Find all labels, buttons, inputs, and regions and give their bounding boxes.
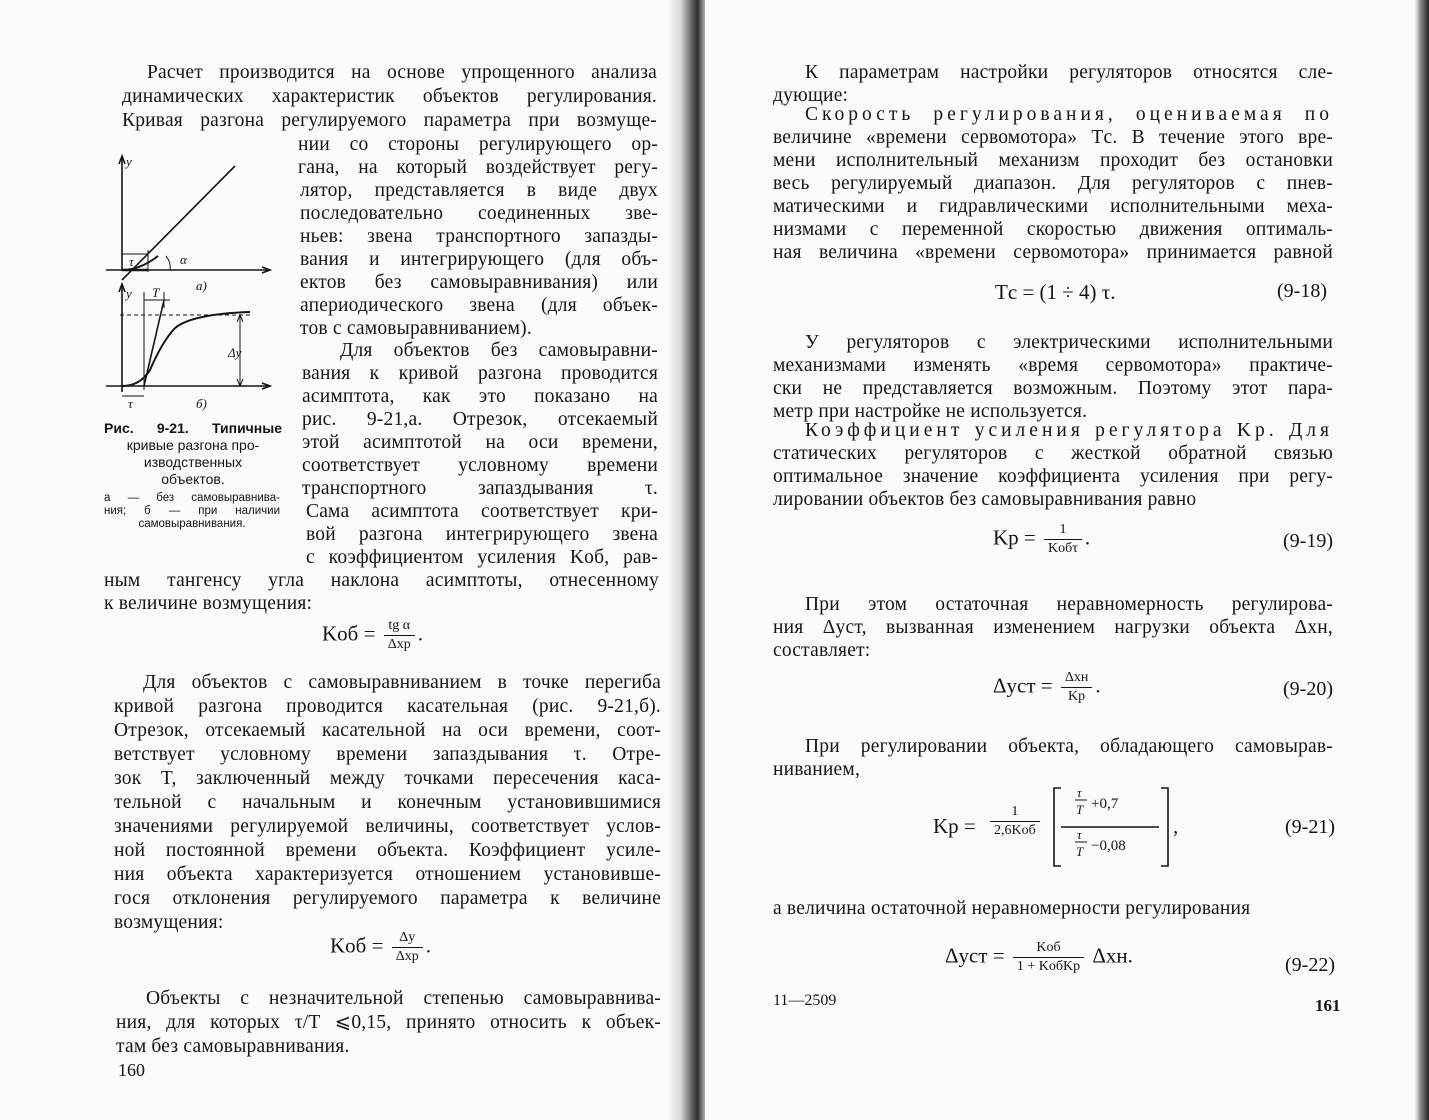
left-line-31: значениями регулируемой величины, соответствует услов- xyxy=(114,816,661,837)
label-dy: Δy xyxy=(228,345,242,360)
figure-caption-notes xyxy=(104,492,280,531)
equation-number-9-20: (9-20) xyxy=(1283,678,1333,700)
right-line-12: ски не представляется возможным. Поэтому этот пара- xyxy=(773,378,1333,399)
equation-number-9-18: (9-18) xyxy=(1277,280,1327,302)
left-line-16: рис. 9-21,а. Отрезок, отсекаемый xyxy=(302,409,658,430)
equation-9-19 xyxy=(993,522,1090,557)
left-line-28: ветствует условному времени запаздывания τ. Отре- xyxy=(114,744,661,765)
eq-denominator: Δxр xyxy=(395,949,419,964)
right-line-10: У регуляторов с электрическими исполнительными xyxy=(805,332,1333,353)
equation-kob-tangent: Kоб = $\frac{\text{tg α}}{\text{Δxр}}$ . xyxy=(322,618,423,652)
caption-note-1: а — без самовыравнива- xyxy=(104,492,280,504)
eq-tail: . xyxy=(1084,525,1091,550)
bracket-fraction xyxy=(1051,786,1171,868)
right-line-16: оптимальное значение коэффициента усиления при регу- xyxy=(773,466,1333,487)
figure-9-21 xyxy=(100,152,290,412)
left-line-26: кривой разгона проводится касательная (рис. 9-21,б). xyxy=(114,696,661,717)
left-line-9: вания и интегрирующего (для объ- xyxy=(300,249,658,270)
left-line-11: апериодического звена (для объек- xyxy=(300,295,658,316)
inner-bottom-term: −0,08 xyxy=(1091,838,1126,854)
left-line-30: тельной с начальным и конечным установившимися xyxy=(114,792,661,813)
signature-code: 11—2509 xyxy=(773,992,837,1009)
inner-T-top: T xyxy=(1076,802,1084,817)
left-line-29: зок T, заключенный между точками пересечения каса- xyxy=(114,768,661,789)
caption-line-1: кривые разгона про- xyxy=(126,437,260,453)
eq-numerator: Kоб xyxy=(1013,940,1084,958)
inner-tau-top: τ xyxy=(1077,786,1082,800)
inner-tau-bottom: τ xyxy=(1077,827,1082,842)
left-line-18: соответствует условному времени xyxy=(302,455,658,476)
label-y-b: y xyxy=(126,286,132,301)
inner-T-bottom: T xyxy=(1076,844,1084,859)
right-line-3: Скорость регулирования, оцениваемая по xyxy=(805,104,1333,125)
equation-kob-ratio: Kоб = $\frac{\Delta y}{\text{Δxр}}$ . xyxy=(330,930,431,964)
equation-number-9-22: (9-22) xyxy=(1285,954,1335,976)
left-line-20: Сама асимптота соответствует кри- xyxy=(306,501,658,522)
eq-lhs: Kоб = xyxy=(322,621,376,646)
eq-numerator: 1 xyxy=(990,804,1040,822)
eq-tail: , xyxy=(1173,814,1179,838)
left-line-4: нии со стороны регулирующего ор- xyxy=(298,134,658,155)
equation-9-20 xyxy=(993,670,1101,705)
left-line-12: тов с самовыравниванием). xyxy=(300,318,532,339)
left-line-17: этой асимптотой на оси времени, xyxy=(302,432,658,453)
eq-tail: . xyxy=(1095,673,1101,698)
equation-number-9-21: (9-21) xyxy=(1285,816,1335,838)
left-line-19: транспортного запаздывания τ. xyxy=(302,478,658,499)
equation-number-9-19: (9-19) xyxy=(1283,530,1333,552)
left-line-23: ным тангенсу угла наклона асимптоты, отнесенному xyxy=(104,570,659,591)
right-line-20: составляет: xyxy=(773,640,871,661)
right-line-11: механизмами изменять «время сервомотора» практиче- xyxy=(773,355,1333,376)
label-y-a: y xyxy=(126,154,132,169)
right-line-14: Коэффициент усиления регулятора Kр. Для xyxy=(805,420,1333,441)
page-edge xyxy=(1415,0,1429,1120)
right-line-15: статических регуляторов с жесткой обратной связью xyxy=(773,443,1333,464)
right-line-4: величине «времени сервомотора» Tс. В течение этого вре- xyxy=(773,127,1333,148)
left-line-1: Расчет производится на основе упрощенного анализа xyxy=(147,62,657,83)
caption-note-2: ния; б — при наличии xyxy=(104,505,280,517)
right-line-21: При регулировании объекта, обладающего самовырав- xyxy=(805,736,1333,757)
eq-numerator: Δy xyxy=(392,930,423,948)
left-line-36: Объекты с незначительной степенью самовыравнива- xyxy=(146,988,661,1009)
left-line-10: ектов без самовыравнивания) или xyxy=(300,272,658,293)
eq-numerator: 1 xyxy=(1044,522,1082,540)
left-line-13: Для объектов без самовыравни- xyxy=(340,340,658,361)
eq-denominator: 1 + KобKр xyxy=(1016,959,1081,974)
right-line-13: метр при настройке не используется. xyxy=(773,401,1088,422)
right-line-5: мени исполнительный механизм проходит без остановки xyxy=(773,150,1333,171)
figure-caption xyxy=(104,420,282,488)
book-gutter xyxy=(668,0,710,1120)
left-line-7: последовательно соединенных зве- xyxy=(300,203,658,224)
right-line-8: низмами с переменной скоростью движения оптималь- xyxy=(773,219,1333,240)
left-line-25: Для объектов с самовыравниванием в точке перегиба xyxy=(143,672,661,693)
right-line-1: К параметрам настройки регуляторов относятся сле- xyxy=(805,62,1333,83)
eq-numerator: Δxн xyxy=(1061,670,1093,688)
left-line-15: асимптота, как это показано на xyxy=(302,386,658,407)
right-page xyxy=(705,0,1429,1120)
eq-lhs: Δyст = xyxy=(945,943,1005,968)
left-line-6: лятор, представляется в виде двух xyxy=(300,180,658,201)
left-page xyxy=(0,0,690,1120)
equation-9-22 xyxy=(945,940,1133,975)
eq-numerator: tg α xyxy=(384,618,415,636)
left-line-3: Кривая разгона регулируемого параметра при возмуще- xyxy=(122,110,657,131)
caption-line-3: объектов. xyxy=(161,471,225,487)
left-line-34: гося отклонения регулируемого параметра к величине xyxy=(114,888,661,909)
label-b: б) xyxy=(196,396,207,411)
left-line-21: вой разгона интегрирующего звена xyxy=(306,524,658,545)
right-line-6: весь регулируемый диапазон. Для регуляторов с пнев- xyxy=(773,173,1333,194)
eq-tail: Δxн. xyxy=(1092,943,1133,968)
label-T: T xyxy=(152,285,160,300)
caption-note-3: самовыравнивания. xyxy=(138,518,246,530)
eq-denominator: Kр xyxy=(1068,689,1086,704)
right-line-17: лировании объектов без самовыравнивания равно xyxy=(773,489,1197,510)
left-line-8: ньев: звена транспортного запазды- xyxy=(300,226,658,247)
left-line-14: вания к кривой разгона проводится xyxy=(302,363,658,384)
left-line-35: возмущения: xyxy=(114,912,224,933)
eq-denominator: Δxр xyxy=(387,637,411,652)
right-line-19: ния Δyст, вызванная изменением нагрузки объекта Δxн, xyxy=(773,617,1333,638)
right-line-7: матическими и гидравлическими исполнительными меха- xyxy=(773,196,1333,217)
label-tau-a: τ xyxy=(129,254,134,269)
caption-line-2: изводственных xyxy=(143,454,243,470)
left-line-5: гана, на который воздействует регу- xyxy=(298,157,658,178)
tangent-line xyxy=(144,300,164,386)
left-line-32: ной постоянной времени объекта. Коэффициент усиле- xyxy=(114,840,661,861)
label-alpha: α xyxy=(180,252,187,267)
page-number-left: 160 xyxy=(118,1060,145,1080)
left-line-38: там без самовыравнивания. xyxy=(116,1036,350,1057)
right-line-22: ниванием, xyxy=(773,759,861,780)
equation-9-18: Tс = (1 ÷ 4) τ. xyxy=(995,280,1116,304)
right-line-23: а величина остаточной неравномерности регулирования xyxy=(773,898,1251,919)
left-line-27: Отрезок, отсекаемый касательной на оси времени, соот- xyxy=(114,720,661,741)
eq-lhs: Δyст = xyxy=(993,673,1053,698)
right-line-2: дующие: xyxy=(773,85,849,106)
eq-denominator: Kобτ xyxy=(1048,541,1078,556)
asymptote-line xyxy=(122,166,235,280)
caption-title: Рис. 9-21. Типичные xyxy=(104,420,282,436)
label-a: а) xyxy=(196,278,207,293)
label-tau-b: τ xyxy=(128,396,133,411)
eq-lhs: Kр = xyxy=(933,814,976,838)
left-line-22: с коэффициентом усиления Kоб, рав- xyxy=(306,547,658,568)
left-line-33: ния объекта характеризуется отношением установивше- xyxy=(114,864,661,885)
left-line-37: ния, для которых τ/T ⩽0,15, принято относить к объек- xyxy=(116,1012,661,1033)
left-line-24: к величине возмущения: xyxy=(104,593,313,614)
eq-denominator: 2,6Kоб xyxy=(994,823,1036,838)
right-line-18: При этом остаточная неравномерность регулирова- xyxy=(805,594,1333,615)
inner-top-term: +0,7 xyxy=(1091,796,1119,812)
page-number-right: 161 xyxy=(1315,996,1341,1015)
left-line-2: динамических характеристик объектов регулирования. xyxy=(122,86,657,107)
eq-lhs: Kоб = xyxy=(330,933,384,958)
right-line-9: ная величина «времени сервомотора» принимается равной xyxy=(773,242,1333,263)
eq-lhs: Kр = xyxy=(993,525,1036,550)
